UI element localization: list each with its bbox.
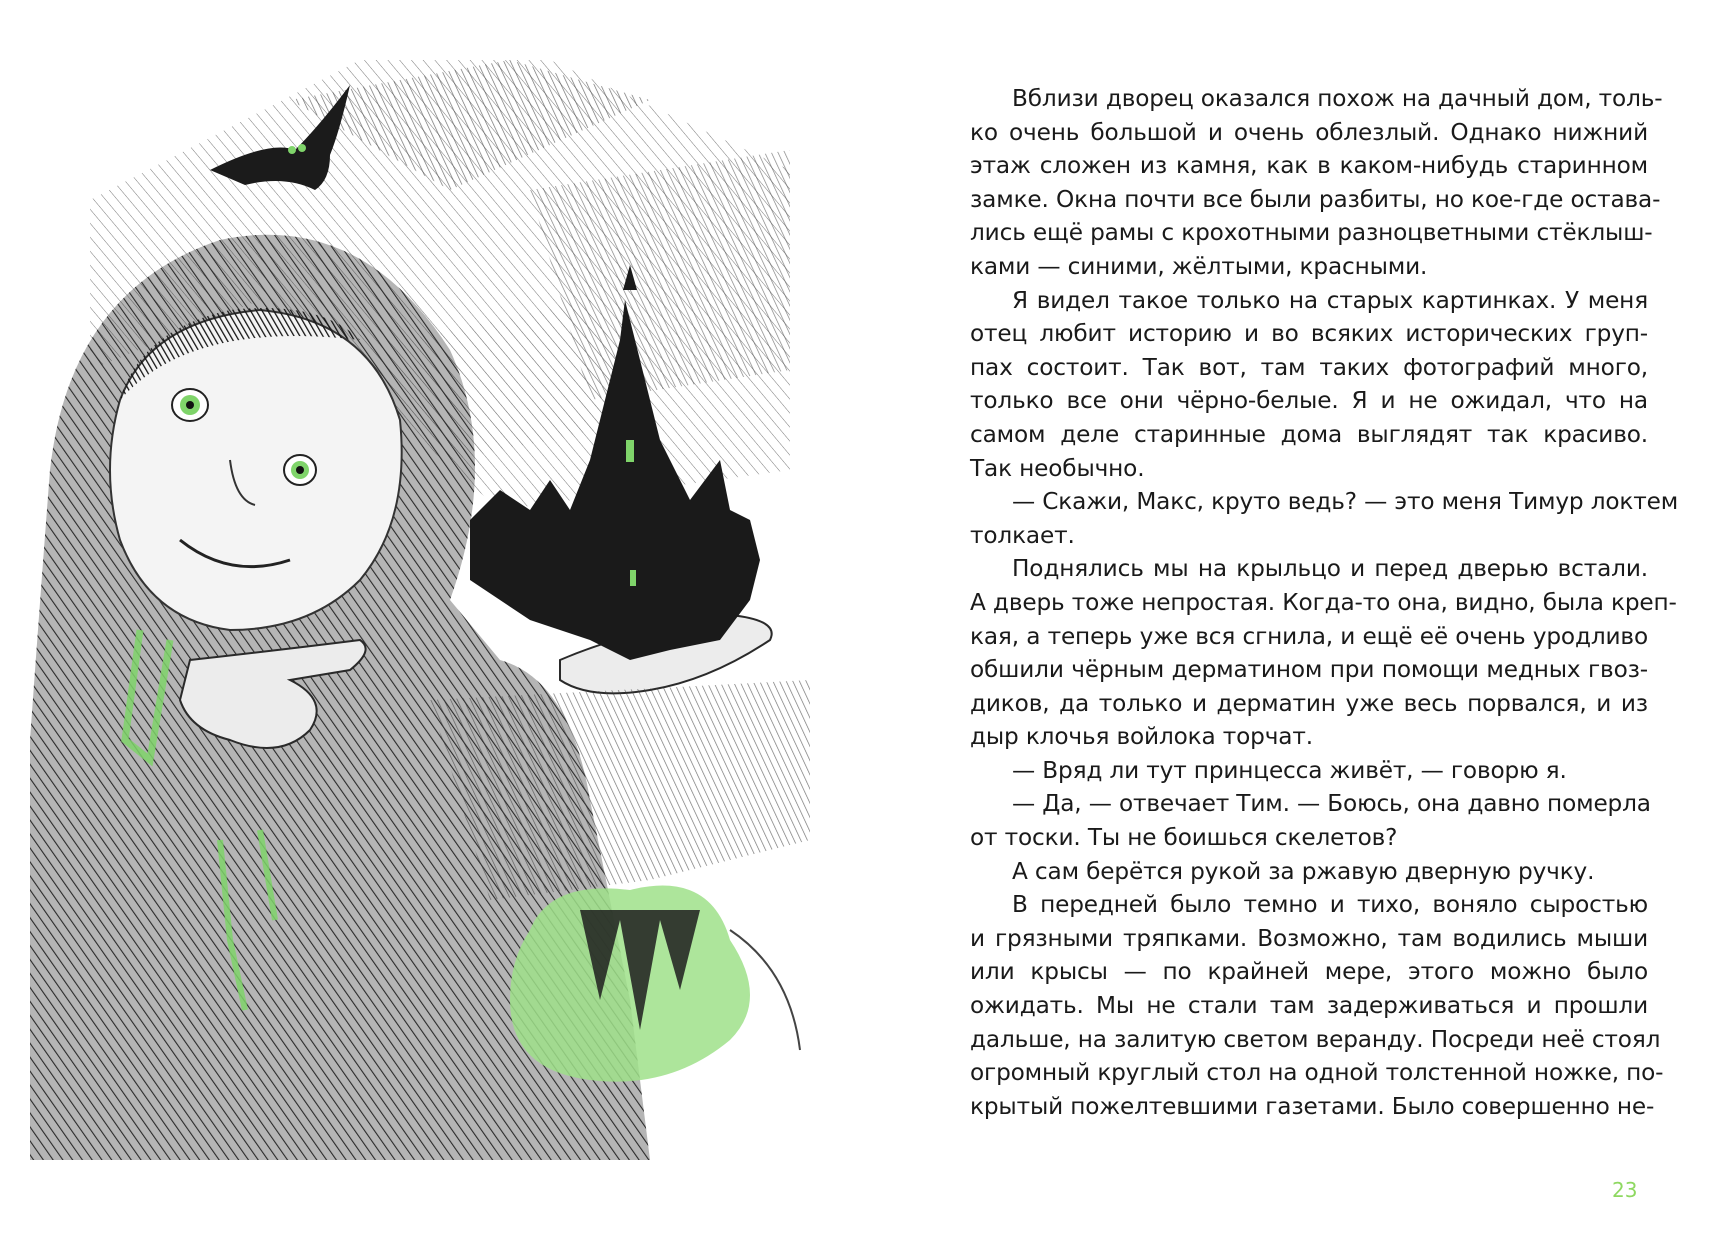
text-line: толкает.	[970, 521, 1075, 549]
illustration	[30, 40, 860, 1210]
text-line: лись ещё рамы с крохотными разноцветными стёклыш-	[970, 219, 1653, 247]
text-line: отец любит историю и во всяких исторических груп-	[970, 320, 1648, 348]
text-line: от тоски. Ты не боишься скелетов?	[970, 824, 1398, 852]
green-puddle	[510, 886, 800, 1082]
text-line: А дверь тоже непростая. Когда-то она, видно, была креп-	[970, 588, 1677, 616]
text-line: обшили чёрным дерматином при помощи медных гвоз-	[970, 656, 1648, 684]
text-line: замке. Окна почти все были разбиты, но кое-где остава-	[970, 185, 1661, 213]
text-line: пах состоит. Так вот, там таких фотографий много,	[970, 353, 1648, 381]
text-line: В передней было темно и тихо, воняло сыростью	[1012, 891, 1648, 919]
text-line: этаж сложен из камня, как в каком-нибудь старинном	[970, 152, 1648, 180]
text-line: дыр клочья войлока торчат.	[970, 723, 1313, 751]
pencil-drawing	[30, 40, 860, 1210]
text-line: А сам берётся рукой за ржавую дверную ручку.	[1012, 857, 1595, 885]
text-line: ожидать. Мы не стали там задерживаться и прошли	[970, 992, 1648, 1020]
text-line: огромный круглый стол на одной толстенной ножке, по-	[970, 1059, 1664, 1087]
text-line: ками — синими, жёлтыми, красными.	[970, 252, 1428, 280]
text-line: самом деле старинные дома выглядят так красиво.	[970, 420, 1648, 448]
text-line: Поднялись мы на крыльцо и перед дверью встали.	[1012, 555, 1648, 583]
text-line: Так необычно.	[970, 454, 1145, 482]
text-line: Я видел такое только на старых картинках. У меня	[1012, 286, 1648, 314]
text-line: только все они чёрно-белые. Я и не ожидал, что на	[970, 387, 1648, 415]
text-line: — Да, — отвечает Тим. — Боюсь, она давно померла	[1012, 790, 1651, 818]
text-line: дальше, на залитую светом веранду. Посреди неё стоял	[970, 1025, 1661, 1053]
text-line: — Скажи, Макс, круто ведь? — это меня Тимур локтем	[1012, 488, 1679, 516]
text-line: ко очень большой и очень облезлый. Однако нижний	[970, 118, 1648, 146]
text-line: и грязными тряпками. Возможно, там водились мыши	[970, 924, 1648, 952]
text-line: или крысы — по крайней мере, этого можно было	[970, 958, 1648, 986]
ground-hatching	[430, 680, 810, 900]
page-number: 23	[1612, 1178, 1638, 1202]
text-line: крытый пожелтевшими газетами. Было совершенно не-	[970, 1092, 1655, 1120]
text-line: кая, а теперь уже вся сгнила, и ещё её очень уродливо	[970, 622, 1648, 650]
text-line: — Вряд ли тут принцесса живёт, — говорю я.	[1012, 756, 1567, 784]
text-line: диков, да только и дерматин уже весь порвался, и из	[970, 689, 1648, 717]
text-line: Вблизи дворец оказался похож на дачный дом, толь-	[1012, 85, 1663, 112]
body-text	[970, 82, 1679, 1123]
